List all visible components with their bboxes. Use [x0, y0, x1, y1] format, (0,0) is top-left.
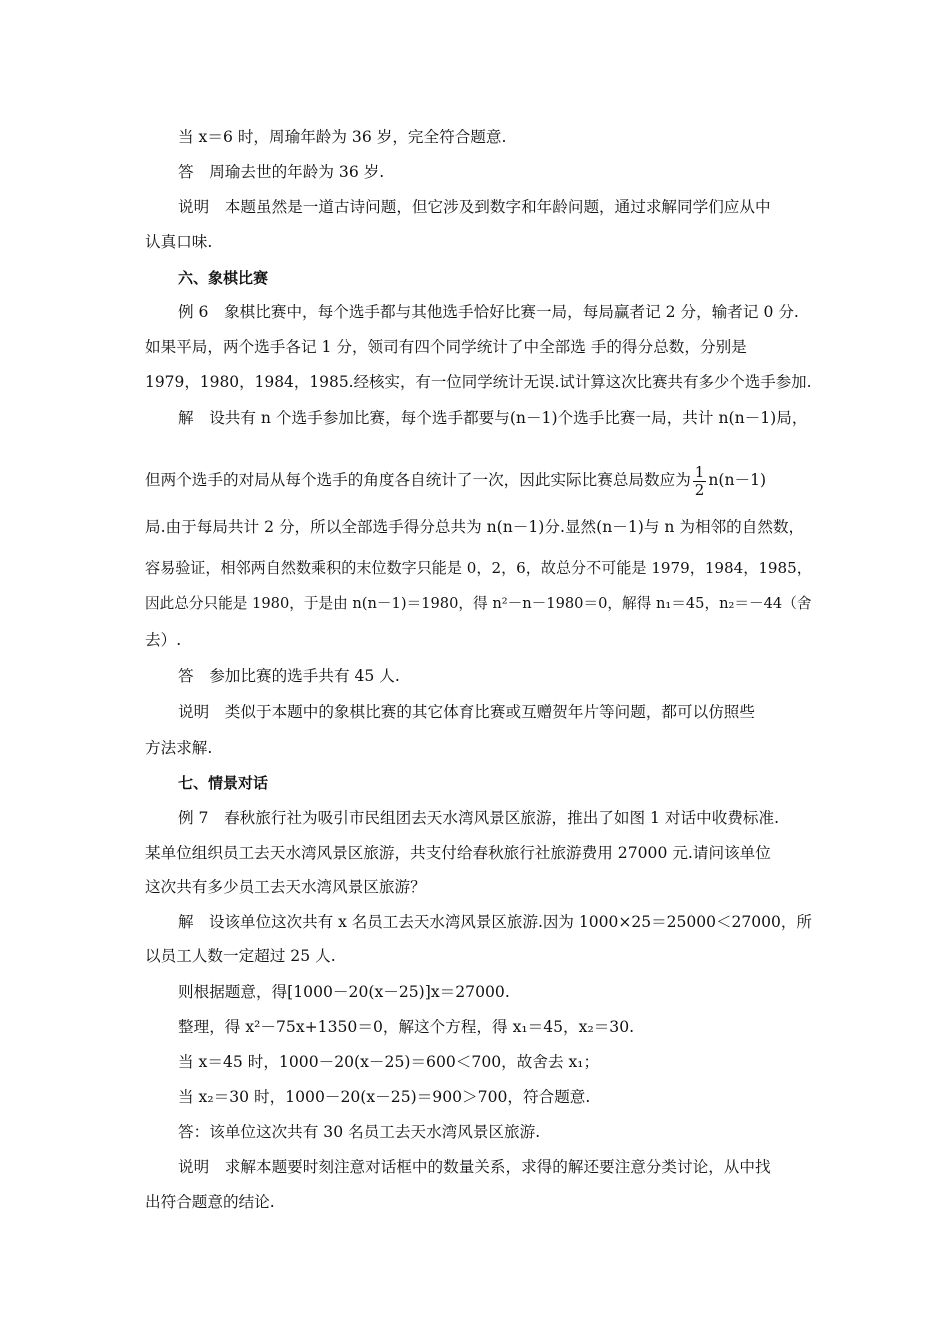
fraction-numerator: 1 — [694, 462, 705, 481]
text-line: 例 7 春秋旅行社为吸引市民组团去天水湾风景区旅游，推出了如图 1 对话中收费标准. — [178, 809, 780, 827]
text-segment: n(n－1) — [708, 471, 767, 489]
text-line: 解 设该单位这次共有 x 名员工去天水湾风景区旅游.因为 1000×25＝25000＜27000，所 — [178, 913, 812, 931]
text-line: 某单位组织员工去天水湾风景区旅游，共支付给春秋旅行社旅游费用 27000 元.请问该单位 — [145, 844, 771, 862]
text-line: 这次共有多少员工去天水湾风景区旅游？ — [145, 878, 426, 896]
fraction-half — [693, 464, 707, 499]
text-line: 出符合题意的结论. — [145, 1193, 275, 1211]
text-line: 去）. — [145, 631, 182, 649]
equation-line: 整理，得 x²－75x+1350＝0，解这个方程，得 x₁＝45，x₂＝30. — [178, 1018, 635, 1036]
equation-line: 当 x＝45 时，1000－20(x－25)＝600＜700，故舍去 x₁； — [178, 1053, 600, 1071]
text-line: 答 参加比赛的选手共有 45 人. — [178, 667, 400, 685]
text-line: 例 6 象棋比赛中，每个选手都与其他选手恰好比赛一局，每局赢者记 2 分，输者记 0 分. — [178, 303, 799, 321]
equation-line: 当 x₂＝30 时，1000－20(x－25)＝900＞700，符合题意. — [178, 1088, 591, 1106]
text-line-with-fraction — [145, 458, 766, 502]
text-line: 因此总分只能是 1980，于是由 n(n－1)＝1980，得 n²－n－1980＝0，解得 n₁＝45，n₂＝－44（舍 — [145, 595, 812, 612]
text-line: 答：该单位这次共有 30 名员工去天水湾风景区旅游. — [178, 1123, 541, 1141]
text-line: 认真口味. — [145, 233, 213, 251]
text-line: 方法求解. — [145, 739, 213, 757]
text-line: 解 设共有 n 个选手参加比赛，每个选手都要与(n－1)个选手比赛一局，共计 n(n－1)局， — [178, 409, 808, 427]
text-line: 当 x＝6 时，周瑜年龄为 36 岁，完全符合题意. — [178, 128, 507, 146]
equation-line: 则根据题意，得[1000－20(x－25)]x＝27000. — [178, 983, 510, 1001]
fraction-denominator: 2 — [694, 480, 705, 499]
text-line: 说明 求解本题要时刻注意对话框中的数量关系，求得的解还要注意分类讨论，从中找 — [178, 1158, 771, 1176]
section-heading: 六、象棋比赛 — [178, 269, 269, 287]
text-line: 说明 类似于本题中的象棋比赛的其它体育比赛或互赠贺年片等问题，都可以仿照些 — [178, 703, 755, 721]
text-line: 答 周瑜去世的年龄为 36 岁. — [178, 163, 385, 181]
text-line: 局.由于每局共计 2 分，所以全部选手得分总共为 n(n－1)分.显然(n－1)与 n 为相邻的自然数， — [145, 518, 805, 536]
text-line: 如果平局，两个选手各记 1 分，领司有四个同学统计了中全部选 手的得分总数，分别是 — [145, 338, 747, 356]
text-line: 说明 本题虽然是一道古诗问题，但它涉及到数字和年龄问题，通过求解同学们应从中 — [178, 198, 771, 216]
text-line: 以员工人数一定超过 25 人. — [145, 947, 336, 965]
text-line: 1979，1980，1984，1985.经核实，有一位同学统计无误.试计算这次比赛共有多少个选手参加. — [145, 373, 812, 391]
text-segment: 但两个选手的对局从每个选手的角度各自统计了一次，因此实际比赛总局数应为 — [145, 471, 691, 489]
section-heading: 七、情景对话 — [178, 774, 269, 792]
text-line: 容易验证，相邻两自然数乘积的末位数字只能是 0，2，6，故总分不可能是 1979，1984，1985， — [145, 559, 812, 577]
